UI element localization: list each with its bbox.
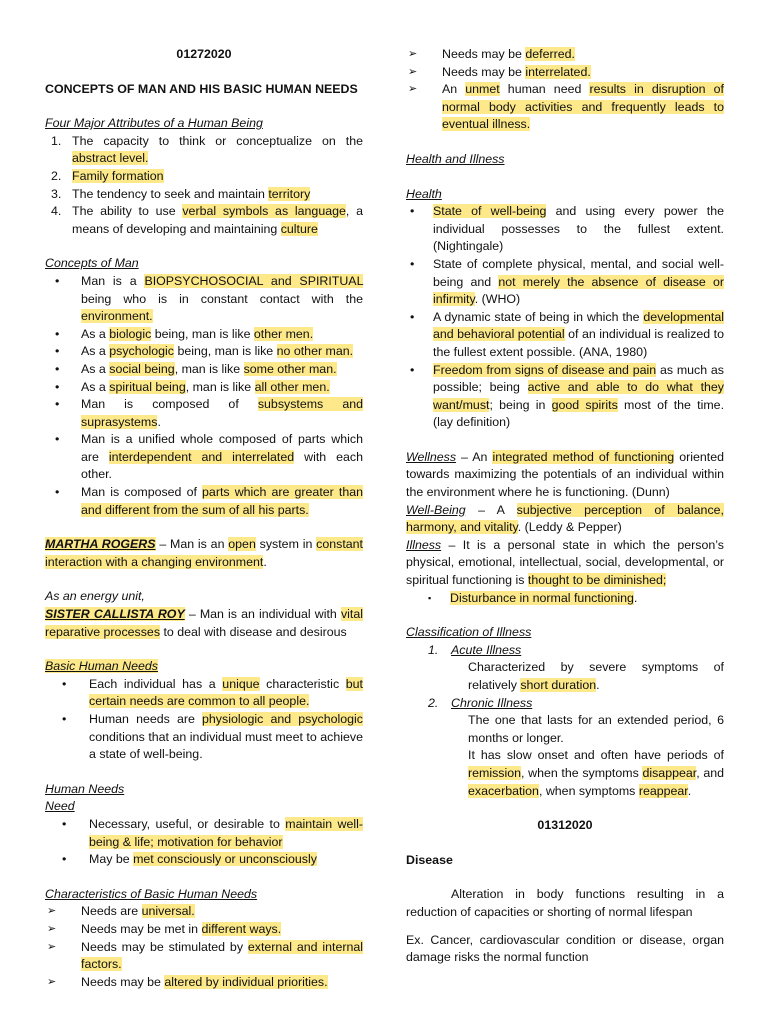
list-item: ▪ Disturbance in normal functioning. (428, 590, 638, 605)
list-item: • State of complete physical, mental, and social well-being and not merely the absence of disease or infirmity. (WHO) (410, 256, 724, 307)
list-item: ➢ Needs may be met in different ways. (47, 921, 282, 936)
list-item: • Freedom from signs of disease and pain as much as possible; being active and able to do what they want/must; being in good spirits most of the time. (lay definition) (410, 362, 725, 430)
list-item: • A dynamic state of being in which the developmental and behavioral potential of an individual is realized to the fullest extent possible. (ANA, 1980) (410, 309, 724, 359)
roy-paragraph: SISTER CALLISTA ROY – Man is an individual with vital reparative processes to deal with disease and desirous (45, 607, 363, 639)
list-item: • Man is a unified whole composed of parts which are interdependent and interrelated with each other. (55, 432, 363, 482)
list-item: • Each individual has a unique characteristic but certain needs are common to all people. (62, 676, 363, 709)
date-heading-2: 01312020 (537, 818, 593, 833)
wellbeing-paragraph: Well-Being – A subjective perception of balance, harmony, and vitality. (Leddy & Pepper) (406, 502, 724, 535)
list-item: ➢ An unmet human need results in disruption of normal body activities and frequently leads to eventual illness. (408, 82, 724, 132)
document-title: CONCEPTS OF MAN AND HIS BASIC HUMAN NEEDS (45, 81, 358, 96)
list-item: ➢ Needs may be stimulated by external and internal factors. (47, 939, 364, 972)
basic-needs-list (45, 676, 363, 764)
list-item: • Man is a BIOPSYCHOSOCIAL and SPIRITUAL being who is in constant contact with the environment. (55, 273, 363, 324)
list-item: 4. The ability to use verbal symbols as language, a means of developing and maintaining culture (51, 204, 363, 236)
concepts-list (45, 273, 363, 519)
acute-illness-description: Characterized by severe symptoms of relatively short duration. (468, 660, 724, 692)
roy-intro: As an energy unit, (45, 589, 145, 604)
health-illness-heading: Health and Illness (406, 151, 505, 166)
list-item: • Necessary, useful, or desirable to maintain well-being & life; motivation for behavior (62, 816, 364, 849)
list-item: • Man is composed of subsystems and suprasystems. (55, 397, 364, 429)
list-item: 1. The capacity to think or conceptualize on the abstract level. (51, 133, 363, 166)
list-item: 2. Family formation (51, 168, 164, 183)
concepts-heading: Concepts of Man (45, 256, 139, 271)
list-item: ➢ Needs may be interrelated. (408, 64, 591, 79)
health-label: Health (406, 186, 442, 201)
disease-example: Ex. Cancer, cardiovascular condition or disease, organ damage risks the normal function (406, 932, 724, 965)
characteristics-list-right (406, 46, 724, 134)
list-item: • As a psychologic being, man is like no other man. (55, 344, 354, 359)
list-item: • As a social being, man is like some other man. (55, 361, 337, 376)
date-heading-1: 01272020 (176, 47, 232, 61)
list-item: • State of well-being and using every power the individual possesses to the fullest extent. (Nightingale) (410, 204, 724, 254)
disease-heading: Disease (406, 852, 453, 867)
attributes-list (45, 133, 363, 239)
list-item: ➢ Needs are universal. (47, 904, 195, 919)
list-item: • May be met consciously or unconsciously (62, 852, 317, 867)
list-item: • As a spiritual being, man is like all other men. (55, 379, 330, 394)
health-list (406, 203, 724, 432)
chronic-illness-label: 2. Chronic Illness (428, 695, 533, 710)
list-item: ➢ Needs may be deferred. (408, 47, 575, 61)
chronic-illness-description-2: It has slow onset and often have periods of remission, when the symptoms disappear, and exacerbation, when symptoms reappear. (468, 748, 725, 798)
right-column (406, 46, 724, 967)
left-column (45, 46, 363, 991)
attributes-heading: Four Major Attributes of a Human Being (45, 116, 263, 131)
characteristics-heading: Characteristics of Basic Human Needs (45, 886, 258, 901)
need-subheading: Need (45, 799, 75, 814)
illness-paragraph: Illness – It is a personal state in which the person’s physical, emotional, intellectual, social, developmental, or spiritual functioning is thought to be diminished; (406, 537, 724, 588)
basic-needs-heading: Basic Human Needs (45, 659, 158, 674)
list-item: ➢ Needs may be altered by individual priorities. (47, 974, 328, 989)
acute-illness-label: 1. Acute Illness (428, 642, 522, 657)
classification-heading: Classification of Illness (406, 625, 532, 640)
wellness-paragraph: Wellness – An integrated method of functioning oriented towards maximizing the potentials of an individual within the environment where he is functioning. (Dunn) (406, 449, 724, 500)
chronic-illness-description-1: The one that lasts for an extended period, 6 months or longer. (468, 713, 724, 745)
rogers-paragraph: MARTHA ROGERS – Man is an open system in constant interaction with a changing environment. (45, 537, 363, 569)
characteristics-list-left (45, 903, 363, 991)
illness-sublist (406, 590, 724, 608)
list-item: • As a biologic being, man is like other men. (55, 326, 314, 341)
need-list (45, 816, 363, 869)
disease-definition: Alteration in body functions resulting in a reduction of capacities or shorting of normal lifespan (406, 887, 724, 919)
human-needs-heading: Human Needs (45, 781, 125, 796)
list-item: 3. The tendency to seek and maintain territory (51, 186, 311, 201)
list-item: • Human needs are physiologic and psychologic conditions that an individual must meet to achieve a state of well-being. (62, 712, 363, 762)
list-item: • Man is composed of parts which are greater than and different from the sum of all his parts. (55, 485, 364, 517)
